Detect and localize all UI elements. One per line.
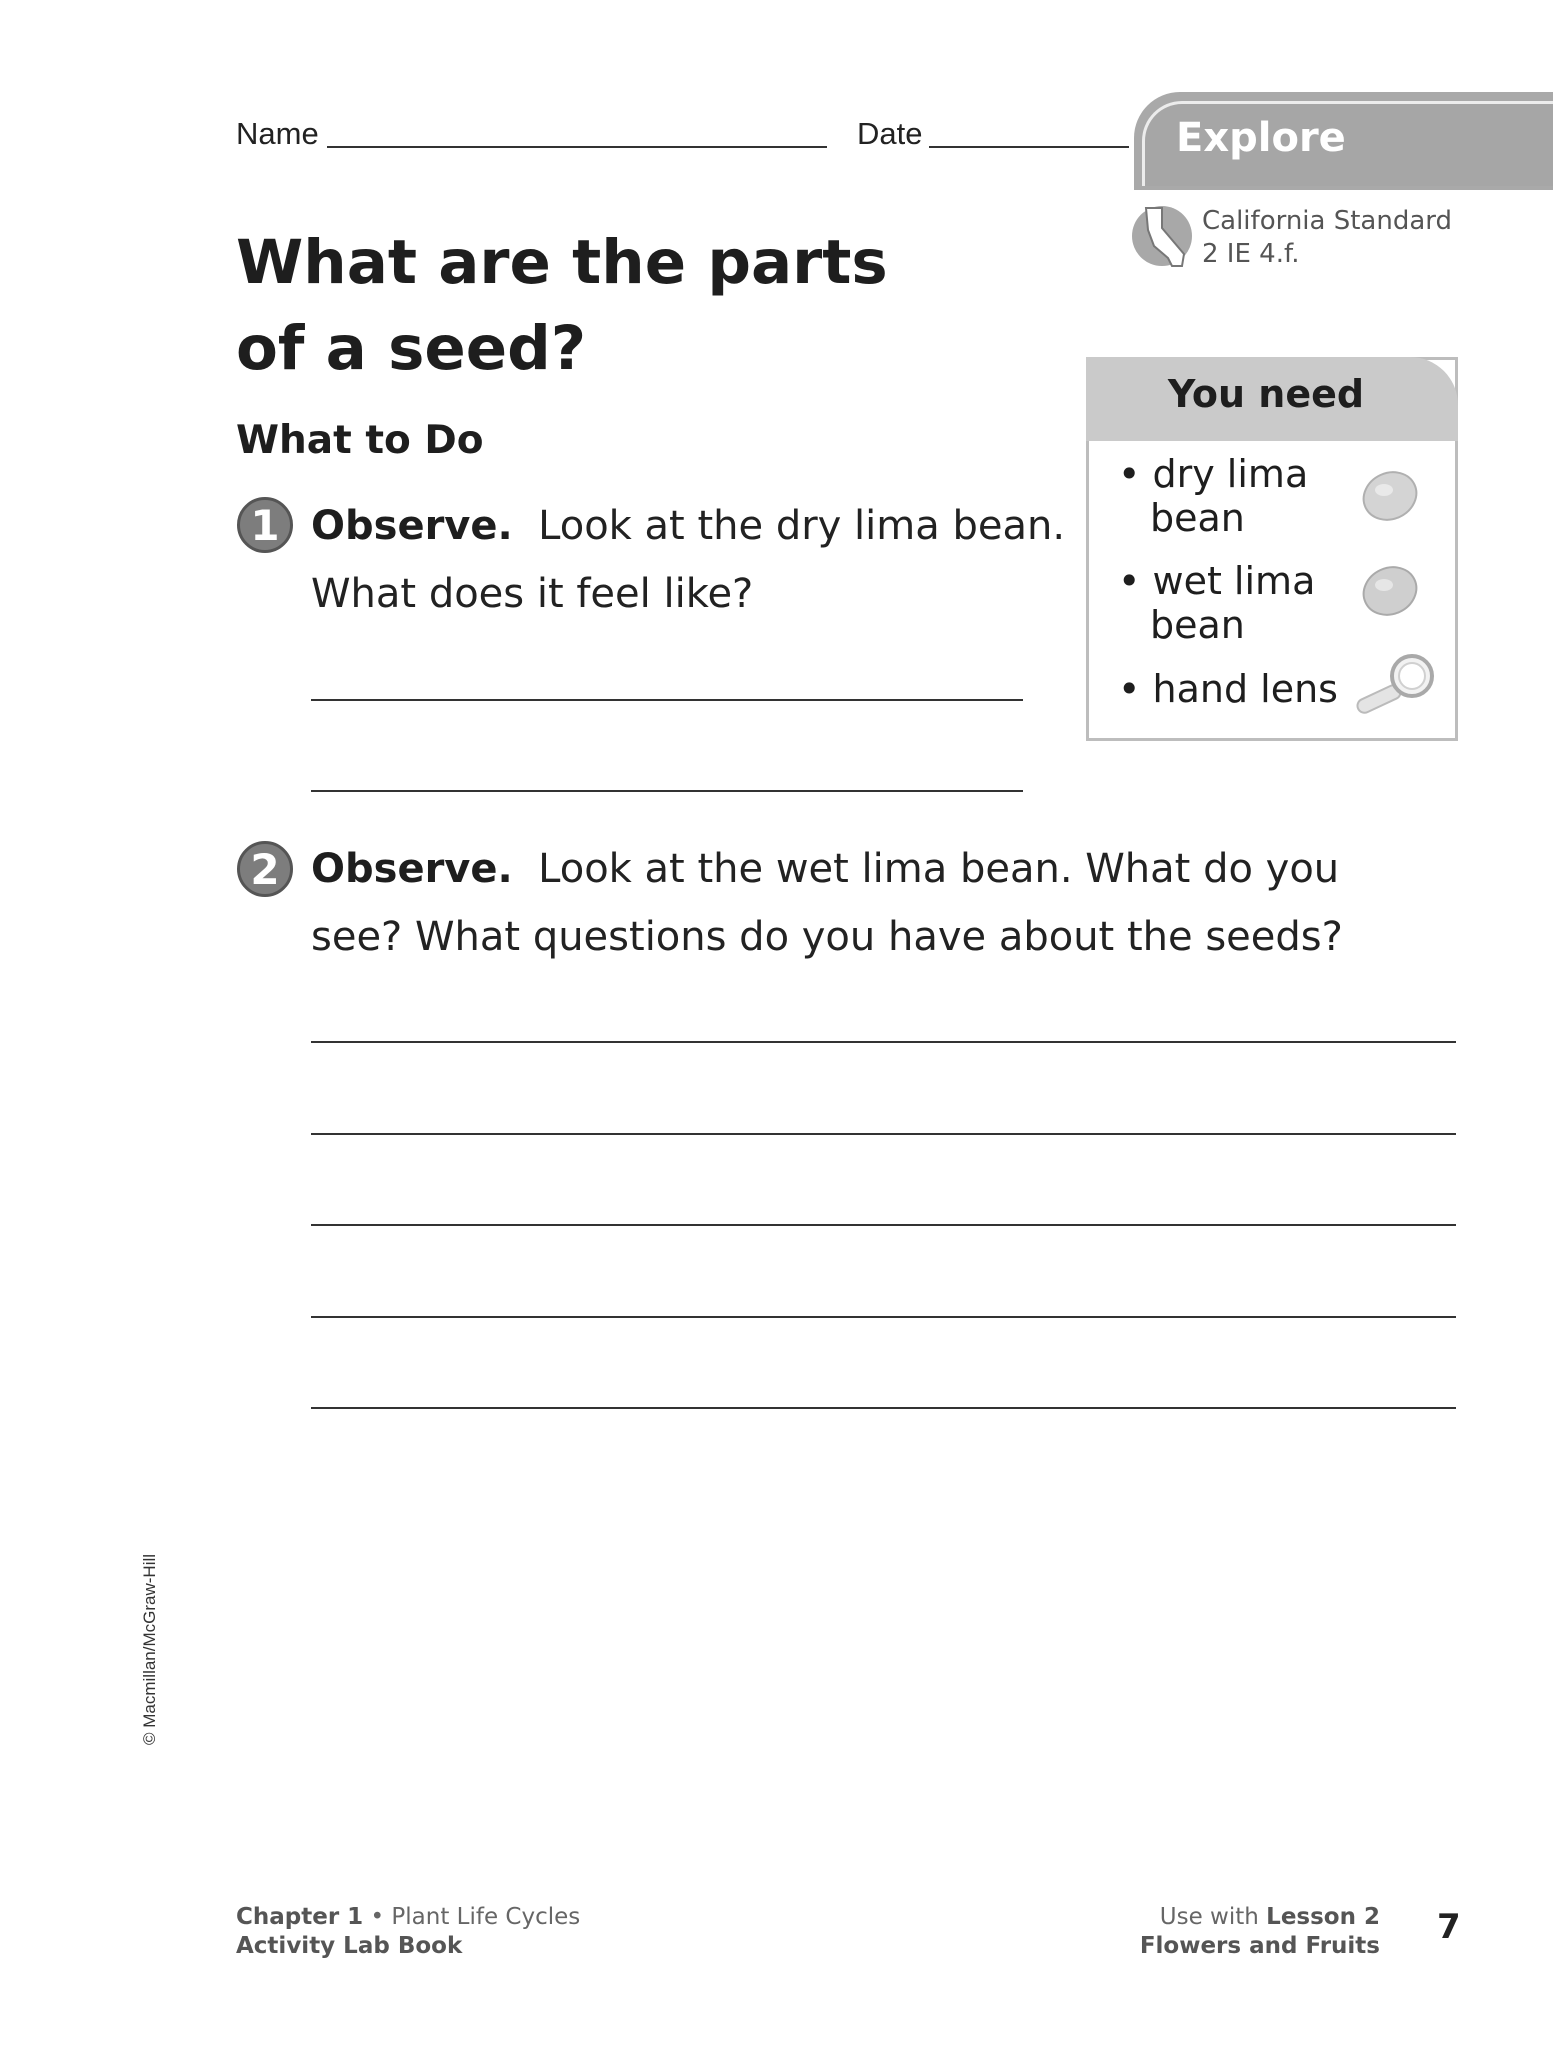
you-need-item-line: • wet lima: [1118, 559, 1316, 603]
item-label-line2: bean: [1150, 603, 1245, 647]
step-2-answer-line-2[interactable]: [311, 1133, 1456, 1135]
book-title: Activity Lab Book: [236, 1933, 463, 1959]
date-field[interactable]: [929, 146, 1129, 148]
page-title-line2: of a seed?: [236, 313, 587, 384]
you-need-title: You need: [1167, 372, 1365, 416]
you-need-item-wet-bean: [1118, 559, 1315, 647]
step-2-answer-line-5[interactable]: [311, 1407, 1456, 1409]
lesson-label: Lesson 2: [1266, 1904, 1380, 1930]
footer-book-line: [236, 1932, 580, 1961]
item-label: dry lima: [1152, 452, 1309, 496]
section-heading: What to Do: [236, 418, 484, 463]
explore-tab-label: Explore: [1176, 115, 1346, 161]
hand-lens-icon: [1352, 650, 1436, 720]
lima-bean-icon: [1360, 465, 1422, 527]
step-2-verb: Observe.: [311, 846, 513, 892]
item-label: hand lens: [1152, 667, 1338, 711]
step-1-text: [311, 492, 1065, 628]
name-label: Name: [236, 116, 319, 151]
step-1-verb: Observe.: [311, 503, 513, 549]
use-with: Use with: [1159, 1904, 1259, 1930]
item-label-line2: bean: [1150, 496, 1245, 540]
page-title-line1: What are the parts: [236, 227, 888, 298]
chapter-label: Chapter 1: [236, 1904, 364, 1930]
you-need-item-hand-lens: [1118, 667, 1338, 711]
step-1-instruction: Look at the dry lima bean.: [538, 503, 1066, 549]
step-1-number: 1: [237, 497, 293, 553]
step-2-number: 2: [237, 841, 293, 897]
step-2-answer-line-3[interactable]: [311, 1224, 1456, 1226]
standard-line2: 2 IE 4.f.: [1202, 239, 1300, 269]
step-2-line1: [311, 835, 1343, 903]
california-state-icon: [1132, 200, 1196, 270]
standard-line1: California Standard: [1202, 206, 1453, 236]
step-1-line2: What does it feel like?: [311, 571, 754, 617]
step-2-line2: see? What questions do you have about the seeds?: [311, 914, 1343, 960]
you-need-item-line: • dry lima: [1118, 452, 1309, 496]
item-label: wet lima: [1152, 559, 1316, 603]
footer-chapter: [236, 1903, 580, 1961]
footer-lesson-line: [1080, 1903, 1380, 1932]
copyright-notice: © Macmillan/McGraw-Hill: [140, 1553, 159, 1745]
you-need-item-dry-bean: [1118, 452, 1308, 540]
date-label: Date: [857, 116, 923, 151]
footer-chapter-line: Chapter 1 • Plant Life Cycles: [236, 1904, 581, 1930]
step-2-instruction: Look at the wet lima bean. What do you: [538, 846, 1340, 892]
chapter-title: Plant Life Cycles: [391, 1904, 581, 1930]
step-1-answer-line-2[interactable]: [311, 790, 1023, 792]
you-need-item-line: • hand lens: [1118, 667, 1338, 711]
california-standard: [1202, 205, 1452, 271]
footer-lesson-title-line: [1080, 1932, 1380, 1961]
step-2-text: [311, 835, 1343, 971]
page-title: [236, 220, 888, 392]
step-2-answer-line-1[interactable]: [311, 1041, 1456, 1043]
lesson-title: Flowers and Fruits: [1139, 1933, 1380, 1959]
step-1-answer-line-1[interactable]: [311, 699, 1023, 701]
footer-lesson: [1080, 1903, 1380, 1961]
step-2-answer-line-4[interactable]: [311, 1316, 1456, 1318]
page-number: 7: [1437, 1907, 1461, 1947]
step-1-line1: [311, 492, 1065, 560]
name-field[interactable]: [327, 146, 827, 148]
lima-bean-icon: [1360, 560, 1422, 622]
